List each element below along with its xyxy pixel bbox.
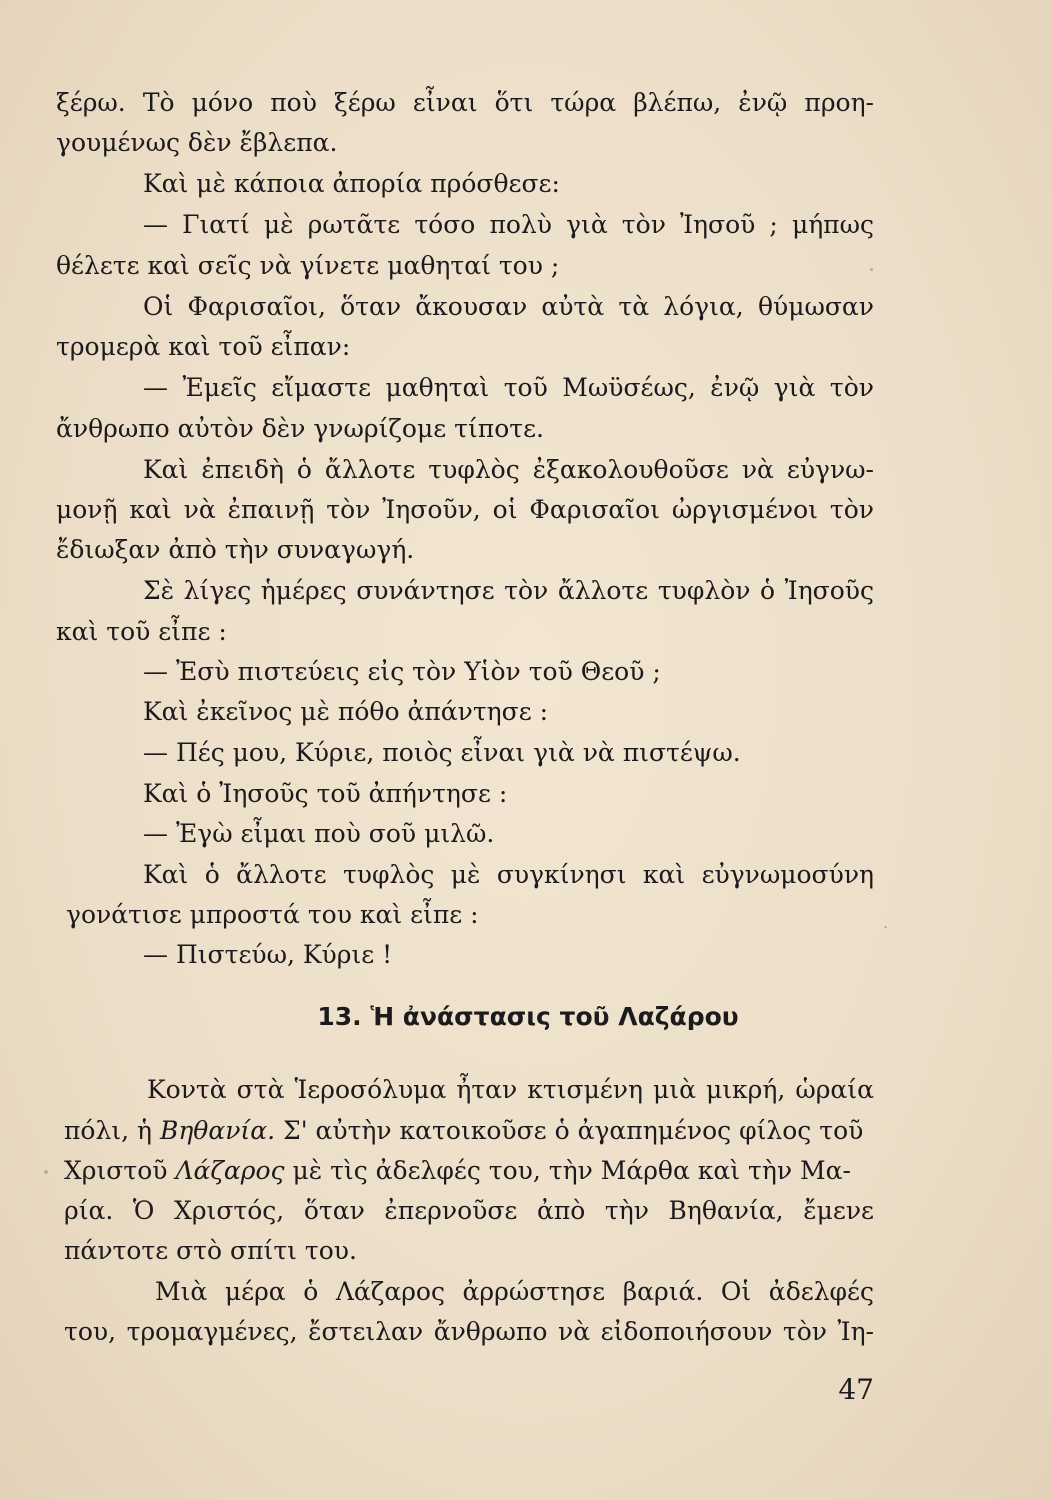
text-line: ρία. Ὁ Χριστός, ὅταν ἐπερνοῦσε ἀπὸ τὴν Βηθανία, ἔμενε	[64, 1196, 874, 1225]
text-line: Μιὰ μέρα ὁ Λάζαρος ἀρρώστησε βαριά. Οἱ ἀδελφές	[155, 1277, 874, 1306]
text-line: ἄνθρωπο αὐτὸν δὲν γνωρίζομε τίποτε.	[56, 414, 544, 443]
paper-speck	[870, 268, 873, 271]
paper-speck	[884, 926, 887, 928]
text-line: ἔδιωξαν ἀπὸ τὴν συναγωγή.	[56, 535, 415, 564]
text-span: Σ' αὐτὴν κατοικοῦσε ὁ ἀγαπημένος φίλος τοῦ	[275, 1116, 864, 1145]
text-line: μονῇ καὶ νὰ ἐπαινῇ τὸν Ἰησοῦν, οἱ Φαρισαῖοι ὠργισμένοι τὸν	[56, 495, 874, 524]
text-span: Χριστοῦ	[64, 1156, 176, 1185]
text-line: — Ἐγὼ εἶμαι ποὺ σοῦ μιλῶ.	[143, 819, 495, 848]
section-heading: 13. Ἡ ἀνάστασις τοῦ Λαζάρου	[317, 1002, 739, 1031]
text-line	[64, 1114, 874, 1148]
text-line: ξέρω. Τὸ μόνο ποὺ ξέρω εἶναι ὅτι τώρα βλέπω, ἐνῷ προη-	[56, 88, 874, 117]
text-span: πόλι, ἡ	[64, 1116, 160, 1145]
text-line: Καὶ μὲ κάποια ἀπορία πρόσθεσε:	[143, 169, 560, 198]
text-line: — Ἐμεῖς εἴμαστε μαθηταὶ τοῦ Μωϋσέως, ἐνῷ γιὰ τὸν	[143, 373, 874, 402]
text-line: — Γιατί μὲ ρωτᾶτε τόσο πολὺ γιὰ τὸν Ἰησοῦ ; μήπως	[143, 210, 874, 239]
text-line: γονάτισε μπροστά του καὶ εἶπε :	[66, 900, 479, 929]
text-line: Οἱ Φαρισαῖοι, ὅταν ἄκουσαν αὐτὰ τὰ λόγια, θύμωσαν	[143, 292, 874, 321]
page-number: 47	[838, 1373, 874, 1406]
person-name: Λάζαρος	[175, 1156, 285, 1185]
text-line: — Πές μου, Κύριε, ποιὸς εἶναι γιὰ νὰ πιστέψω.	[143, 738, 741, 767]
text-line: του, τρομαγμένες, ἔστειλαν ἄνθρωπο νὰ εἰδοποιήσουν τὸν Ἰη-	[64, 1317, 874, 1346]
text-line: πάντοτε στὸ σπίτι του.	[64, 1236, 357, 1265]
text-line: Σὲ λίγες ἡμέρες συνάντησε τὸν ἄλλοτε τυφλὸν ὁ Ἰησοῦς	[143, 576, 874, 605]
text-line: — Πιστεύω, Κύριε !	[143, 940, 393, 969]
place-name: Βηθανία.	[159, 1116, 276, 1145]
text-line: — Ἐσὺ πιστεύεις εἰς τὸν Υἱὸν τοῦ Θεοῦ ;	[143, 657, 661, 686]
text-line	[64, 1154, 874, 1188]
text-line: Καὶ ἐπειδὴ ὁ ἄλλοτε τυφλὸς ἐξακολουθοῦσε νὰ εὐγνω-	[143, 455, 874, 484]
paper-speck	[44, 1170, 48, 1174]
text-line: τρομερὰ καὶ τοῦ εἶπαν:	[56, 332, 351, 361]
text-span: μὲ τὶς ἀδελφές του, τὴν Μάρθα καὶ τὴν Μα-	[284, 1156, 851, 1185]
text-line: Κοντὰ στὰ Ἱεροσόλυμα ἦταν κτισμένη μιὰ μικρή, ὡραία	[147, 1075, 874, 1104]
text-line: Καὶ ὁ ἄλλοτε τυφλὸς μὲ συγκίνησι καὶ εὐγνωμοσύνη	[143, 860, 874, 889]
text-line: Καὶ ὁ Ἰησοῦς τοῦ ἀπήντησε :	[143, 779, 508, 808]
text-line: Καὶ ἐκεῖνος μὲ πόθο ἀπάντησε :	[143, 697, 549, 726]
text-line: θέλετε καὶ σεῖς νὰ γίνετε μαθηταί του ;	[56, 251, 560, 280]
text-line: καὶ τοῦ εἶπε :	[56, 617, 227, 646]
text-line: γουμένως δὲν ἔβλεπα.	[56, 128, 338, 157]
